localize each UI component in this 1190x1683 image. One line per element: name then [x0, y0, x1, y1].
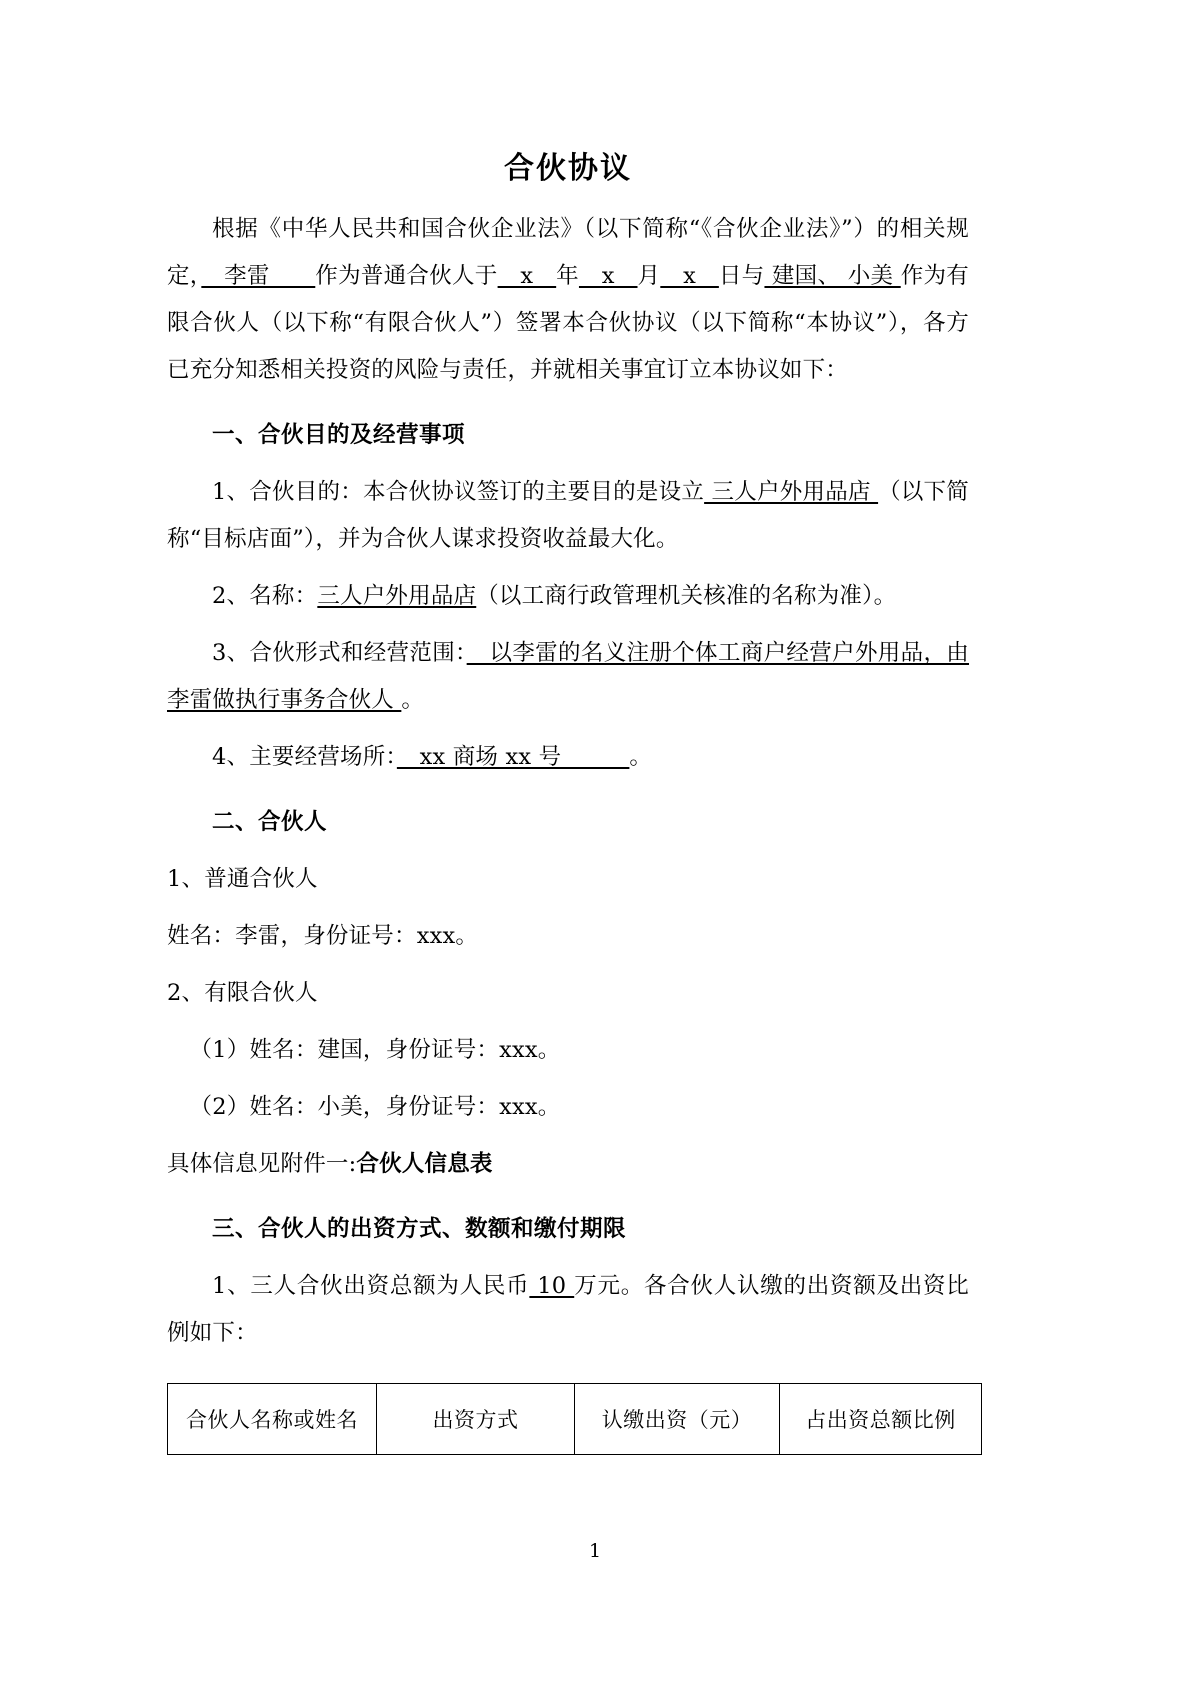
- limited-partner-detail-1: （1）姓名：建国，身份证号：xxx。: [189, 1037, 561, 1063]
- section-one-item-3: [167, 630, 969, 724]
- section-three-item-1: [167, 1263, 969, 1357]
- item4-prefix: 4、主要经营场所：: [212, 744, 397, 770]
- spacer: [167, 960, 969, 970]
- limited-partner-label: 2、有限合伙人: [167, 980, 318, 1006]
- spacer: [167, 1074, 969, 1084]
- item4-suffix: 。: [629, 744, 653, 770]
- attachment-title: 合伙人信息表: [356, 1151, 493, 1177]
- year-blank: x: [497, 263, 557, 289]
- spacer: [167, 903, 969, 913]
- item2-suffix: （以工商行政管理机关核准的名称为准）。: [476, 583, 897, 609]
- item2-prefix: 2、名称：: [212, 583, 318, 609]
- preamble-paragraph: [167, 206, 969, 394]
- table-header-partner-name: 合伙人名称或姓名: [168, 1384, 377, 1455]
- preamble-text-part3: 作为有限合伙人（以下称“有限合伙人”）签署本合伙协议（以下简称“本协议”），各方已充分知悉相关投资的风险与责任，并就相关事宜订立本协议如下：: [167, 263, 969, 383]
- spacer: [167, 459, 969, 469]
- attachment-reference: [167, 1141, 969, 1188]
- spacer: [167, 1253, 969, 1263]
- day-label: 日与: [718, 263, 765, 289]
- item1-suffix: （以下简称“目标店面”），并为合伙人谋求投资收益最大化。: [167, 479, 969, 552]
- spacer: [167, 1017, 969, 1027]
- item3-prefix: 3、合伙形式和经营范围：: [212, 640, 467, 666]
- partnership-purpose-blank: 三人户外用品店: [704, 479, 879, 505]
- item1-prefix: 1、合伙目的：本合伙协议签订的主要目的是设立: [212, 479, 705, 505]
- section-one-item-4: [167, 734, 969, 781]
- document-content: [167, 0, 969, 1455]
- table-header-subscribed-amount: 认缴出资（元）: [575, 1384, 780, 1455]
- spacer: [167, 1188, 969, 1206]
- general-partner-blank: 李雷: [201, 263, 316, 289]
- general-partner-label: 1、普通合伙人: [167, 866, 318, 892]
- spacer: [167, 620, 969, 630]
- page-title: 合伙协议: [504, 151, 632, 186]
- capital-prefix: 1、三人合伙出资总额为人民币: [212, 1273, 530, 1299]
- attachment-prefix: 具体信息见附件一:: [167, 1151, 357, 1177]
- page-number: 1: [588, 1540, 602, 1562]
- limited-partner-detail-2: （2）姓名：小美，身份证号：xxx。: [189, 1094, 561, 1120]
- spacer: [167, 1131, 969, 1141]
- table-header-contribution-method: 出资方式: [377, 1384, 575, 1455]
- spacer: [167, 563, 969, 573]
- capital-contribution-table: [167, 1383, 982, 1455]
- month-label: 月: [637, 263, 661, 289]
- item3-suffix: 。: [401, 687, 425, 713]
- spacer: [167, 724, 969, 734]
- business-name-blank: 三人户外用品店: [317, 583, 477, 609]
- general-partner-detail: 姓名：李雷，身份证号：xxx。: [167, 923, 479, 949]
- section-one-item-1: [167, 469, 969, 563]
- year-label: 年: [556, 263, 579, 289]
- limited-partners-blank: 建国、 小美: [764, 263, 901, 289]
- table-header: [168, 1384, 982, 1455]
- spacer: [167, 846, 969, 856]
- section-heading-three: 三、合伙人的出资方式、数额和缴付期限: [212, 1216, 627, 1242]
- business-scope-blank: 以李雷的名义注册个体工商户经营户外用品，由李雷做执行事务合伙人: [167, 640, 970, 713]
- section-heading-one: 一、合伙目的及经营事项: [212, 422, 466, 448]
- spacer: [167, 394, 969, 412]
- table-header-percentage: 占出资总额比例: [780, 1384, 982, 1455]
- preamble-text-part1: 根据《中华人民共和国合伙企业法》（以下简称“《合伙企业法》”）的相关规定，: [167, 216, 969, 289]
- business-location-blank: xx 商场 xx 号: [396, 744, 630, 770]
- capital-suffix: 万元。各合伙人认缴的出资额及出资比例如下：: [167, 1273, 969, 1346]
- day-blank: x: [660, 263, 719, 289]
- month-blank: x: [578, 263, 638, 289]
- spacer: [167, 781, 969, 799]
- total-capital-blank: 10: [529, 1273, 575, 1299]
- table-header-row: [168, 1384, 982, 1455]
- section-one-item-2: [167, 573, 969, 620]
- section-heading-two: 二、合伙人: [212, 809, 328, 835]
- preamble-text-part2: 作为普通合伙人于: [315, 263, 498, 289]
